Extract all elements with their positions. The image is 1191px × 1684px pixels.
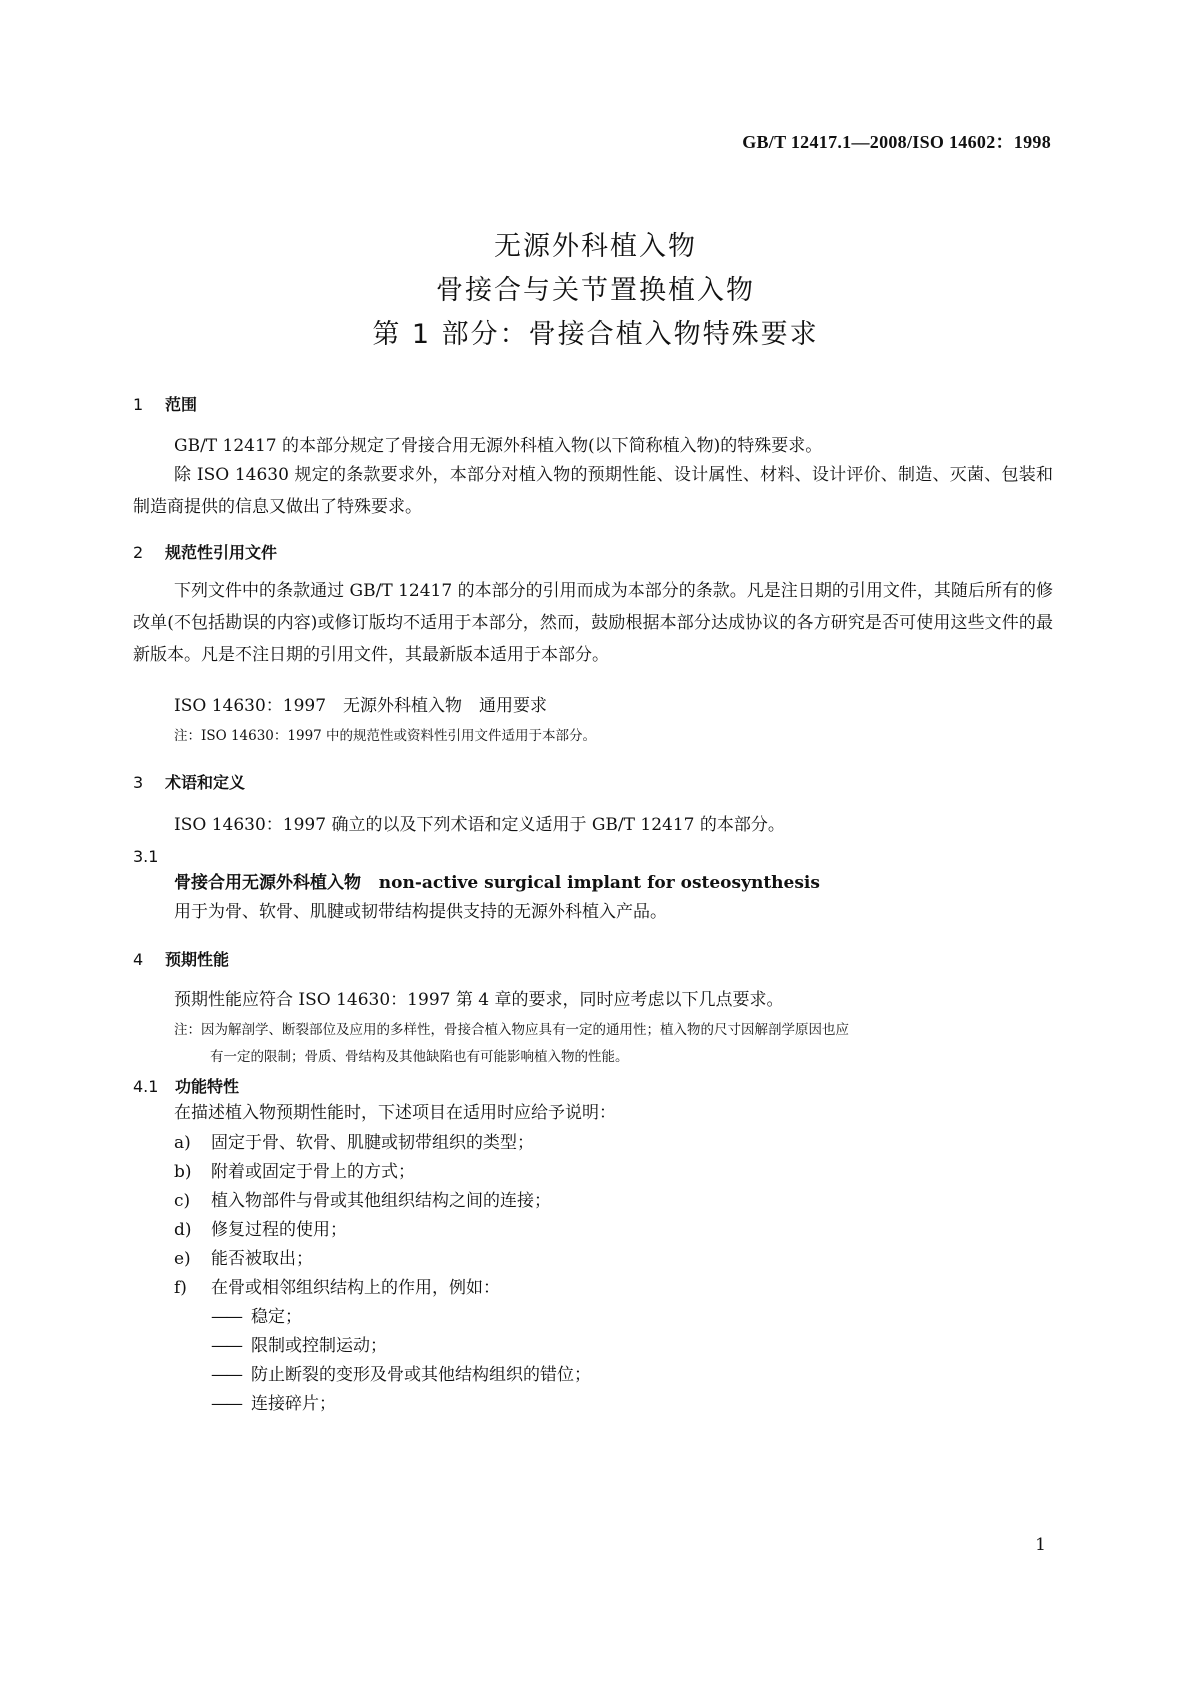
list-item (174, 1187, 551, 1215)
dash-mark: —— (211, 1365, 241, 1385)
list-item (174, 1158, 415, 1186)
list-item-label: b) (174, 1162, 192, 1182)
section-4-note (174, 1017, 1059, 1071)
dash-list-item (211, 1361, 591, 1389)
section-3-paragraph-1: ISO 14630：1997 确立的以及下列术语和定义适用于 GB/T 12417 的本部分。 (174, 815, 785, 835)
dash-list-item (211, 1332, 387, 1360)
section-number: 3 (133, 773, 144, 792)
section-1-heading (133, 392, 197, 415)
title-line-1: 无源外科植入物 (494, 231, 697, 262)
list-item-text: 附着或固定于骨上的方式； (211, 1162, 415, 1182)
list-item-text: 能否被取出； (211, 1249, 313, 1269)
list-item (174, 1216, 347, 1244)
section-4-paragraph-1: 预期性能应符合 ISO 14630：1997 第 4 章的要求，同时应考虑以下几点要求。 (174, 990, 784, 1010)
list-item-label: f) (174, 1278, 187, 1298)
dash-list-text: 稳定； (251, 1307, 302, 1327)
list-item-label: a) (174, 1133, 191, 1153)
note-line-2: 有一定的限制；骨质、骨结构及其他缺陷也有可能影响植入物的性能。 (210, 1049, 629, 1065)
dash-list-item (211, 1390, 336, 1418)
title-line-3: 第 1 部分：骨接合植入物特殊要求 (372, 319, 819, 350)
page-number: 1 (1035, 1535, 1046, 1555)
section-1-paragraph-2: 除 ISO 14630 规定的条款要求外，本部分对植入物的预期性能、设计属性、材料、设计评价、制造、灭菌、包装和制造商提供的信息又做出了特殊要求。 (133, 465, 1053, 517)
dash-list-item (211, 1303, 302, 1331)
subsection-title: 功能特性 (175, 1077, 240, 1096)
list-item-label: c) (174, 1191, 191, 1211)
list-item (174, 1245, 313, 1273)
term-entry (174, 869, 820, 897)
subsection-4-1-heading (133, 1074, 239, 1097)
section-2-paragraph-1: 下列文件中的条款通过 GB/T 12417 的本部分的引用而成为本部分的条款。凡是注日期的引用文件，其随后所有的修改单(不包括勘误的内容)或修订版均不适用于本部分，然而，鼓励根据本部分达成协议的各方研究是否可使用这些文件的最新版本。凡是不注日期的引用文件，其最新版本适用于本部分。 (133, 581, 1053, 665)
section-1-paragraph-1: GB/T 12417 的本部分规定了骨接合用无源外科植入物(以下简称植入物)的特殊要求。 (174, 436, 823, 456)
list-intro: 在描述植入物预期性能时，下述项目在适用时应给予说明： (174, 1103, 616, 1123)
section-title: 范围 (165, 395, 198, 414)
subsection-3-1-number: 3.1 (133, 847, 159, 866)
section-number: 2 (133, 543, 144, 562)
dash-mark: —— (211, 1307, 241, 1327)
section-2-heading (133, 540, 277, 563)
term-chinese: 骨接合用无源外科植入物 (174, 873, 361, 893)
normative-reference: ISO 14630：1997 无源外科植入物 通用要求 (174, 696, 548, 716)
section-3-heading (133, 770, 245, 793)
document-title (0, 225, 1191, 357)
list-item-label: e) (174, 1249, 191, 1269)
list-item-text: 修复过程的使用； (211, 1220, 347, 1240)
dash-list-text: 限制或控制运动； (251, 1336, 387, 1356)
section-title: 规范性引用文件 (165, 543, 278, 562)
dash-list-text: 防止断裂的变形及骨或其他结构组织的错位； (251, 1365, 591, 1385)
dash-mark: —— (211, 1394, 241, 1414)
section-title: 预期性能 (165, 950, 230, 969)
section-title: 术语和定义 (165, 773, 246, 792)
section-number: 1 (133, 395, 144, 414)
section-number: 4 (133, 950, 144, 969)
section-2-note: 注：ISO 14630：1997 中的规范性或资料性引用文件适用于本部分。 (174, 728, 597, 744)
list-item-text: 在骨或相邻组织结构上的作用，例如： (211, 1278, 500, 1298)
list-item (174, 1274, 500, 1302)
list-item-text: 固定于骨、软骨、肌腱或韧带组织的类型； (211, 1133, 534, 1153)
list-item-label: d) (174, 1220, 192, 1240)
note-line-1: 注：因为解剖学、断裂部位及应用的多样性，骨接合植入物应具有一定的通用性；植入物的尺寸因解剖学原因也应 (174, 1022, 849, 1038)
list-item (174, 1129, 534, 1157)
list-item-text: 植入物部件与骨或其他组织结构之间的连接； (211, 1191, 551, 1211)
subsection-number: 4.1 (133, 1077, 159, 1096)
term-english: non-active surgical implant for osteosynthesis (378, 873, 820, 893)
title-line-2: 骨接合与关节置换植入物 (436, 275, 755, 306)
term-definition: 用于为骨、软骨、肌腱或韧带结构提供支持的无源外科植入产品。 (174, 902, 667, 922)
dash-list-text: 连接碎片； (251, 1394, 336, 1414)
dash-mark: —— (211, 1336, 241, 1356)
standard-code: GB/T 12417.1—2008/ISO 14602：1998 (742, 132, 1051, 152)
section-4-heading (133, 947, 229, 970)
